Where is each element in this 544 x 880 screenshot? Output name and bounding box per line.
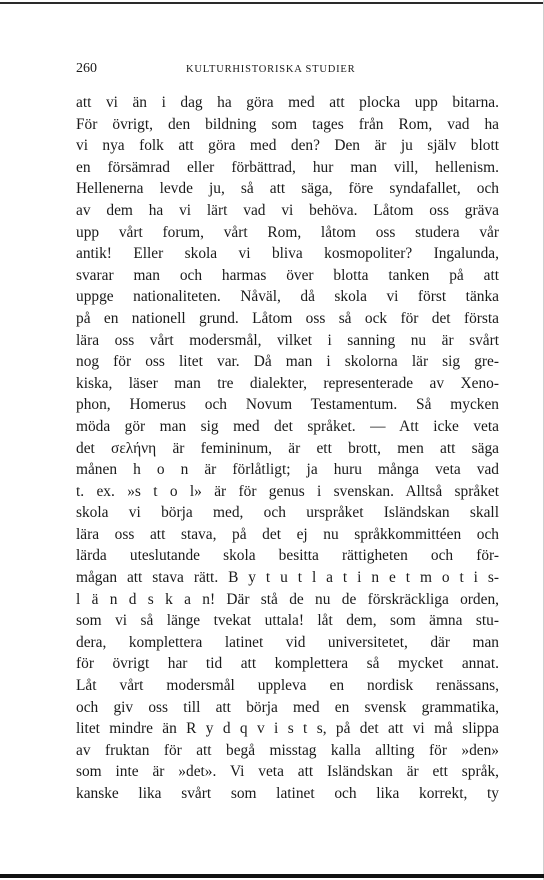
text-line: l ä n d s k a n! Där stå de nu de förskräckliga orden, (76, 590, 499, 608)
text-line: månen h o n är förlåtligt; ja huru många veta vad (76, 461, 499, 479)
text-line: och giv oss till att börja med en svensk grammatika, (76, 698, 499, 716)
text-line: Låt vårt modersmål uppleva en nordisk renässans, (76, 677, 499, 695)
text-line: på en nationell grund. Låtom oss så ock för det första (76, 309, 499, 327)
page-header (76, 60, 496, 78)
text-line: vi nya folk att göra med den? Den är ju själv blott (76, 137, 499, 155)
text-line: kanske lika svårt som latinet och lika korrekt, ty (76, 785, 499, 802)
text-line: skola vi börja med, och urspråket Isländskan skall (76, 504, 499, 522)
text-line: av dem ha vi lärt vad vi behöva. Låtom oss gräva (76, 201, 499, 219)
text-line: t. ex. »s t o l» är för genus i svenskan. Alltså språket (76, 482, 499, 500)
text-line: Hellenerna levde ju, så att säga, före syndafallet, och (76, 180, 499, 198)
text-line: För övrigt, den bildning som tages från Rom, vad ha (76, 115, 499, 133)
text-line: lära oss vårt modersmål, vilket i sanning nu är svårt (76, 331, 499, 349)
text-line: att vi än i dag ha göra med att plocka upp bitarna. (76, 94, 499, 111)
text-line: som vi så länge tvekat uttala! låt dem, som ämna stu- (76, 612, 499, 630)
text-line: av fruktan för att begå misstag kalla allting för »den» (76, 741, 499, 759)
text-line: kiska, läser man tre dialekter, representerade av Xeno- (76, 374, 499, 392)
text-line: upp vårt forum, vårt Rom, låtom oss studera vår (76, 223, 499, 241)
bottom-rule (0, 874, 544, 878)
text-line: lära oss att stava, på det ej nu språkkommittéen och (76, 525, 499, 543)
text-line: svarar man och harmas över blotta tanken på att (76, 266, 499, 284)
body-text (76, 92, 499, 805)
text-line: för övrigt har tid att komplettera så mycket annat. (76, 655, 499, 673)
text-line: nog för oss litet var. Då man i skolorna lär sig gre- (76, 353, 499, 371)
running-head: KULTURHISTORISKA STUDIER (186, 64, 356, 75)
text-line: möda gör man sig med det språket. — Att icke veta (76, 417, 499, 435)
text-line: lärda uteslutande skola besitta rättigheten och för- (76, 547, 499, 565)
text-line: litet mindre än R y d q v i s t s, på det att vi må slippa (76, 720, 499, 738)
text-line: en försämrad eller förbättrad, hur man vill, hellenism. (76, 158, 499, 176)
text-line: mågan att stava rätt. B y t u t l a t i n e t m o t i s- (76, 569, 499, 587)
text-line: antik! Eller skola vi bliva kosmopoliter? Ingalunda, (76, 245, 499, 263)
text-line: det σελήνη är femininum, är ett brott, men att säga (76, 439, 499, 457)
text-line: som inte är »det». Vi veta att Isländskan är ett språk, (76, 763, 499, 781)
text-line: phon, Homerus och Novum Testamentum. Så mycken (76, 396, 499, 414)
top-rule (0, 2, 544, 4)
text-line: dera, komplettera latinet vid universitetet, där man (76, 633, 499, 651)
page-number: 260 (76, 61, 97, 76)
text-line: uppge nationaliteten. Nåväl, då skola vi först tänka (76, 288, 499, 306)
